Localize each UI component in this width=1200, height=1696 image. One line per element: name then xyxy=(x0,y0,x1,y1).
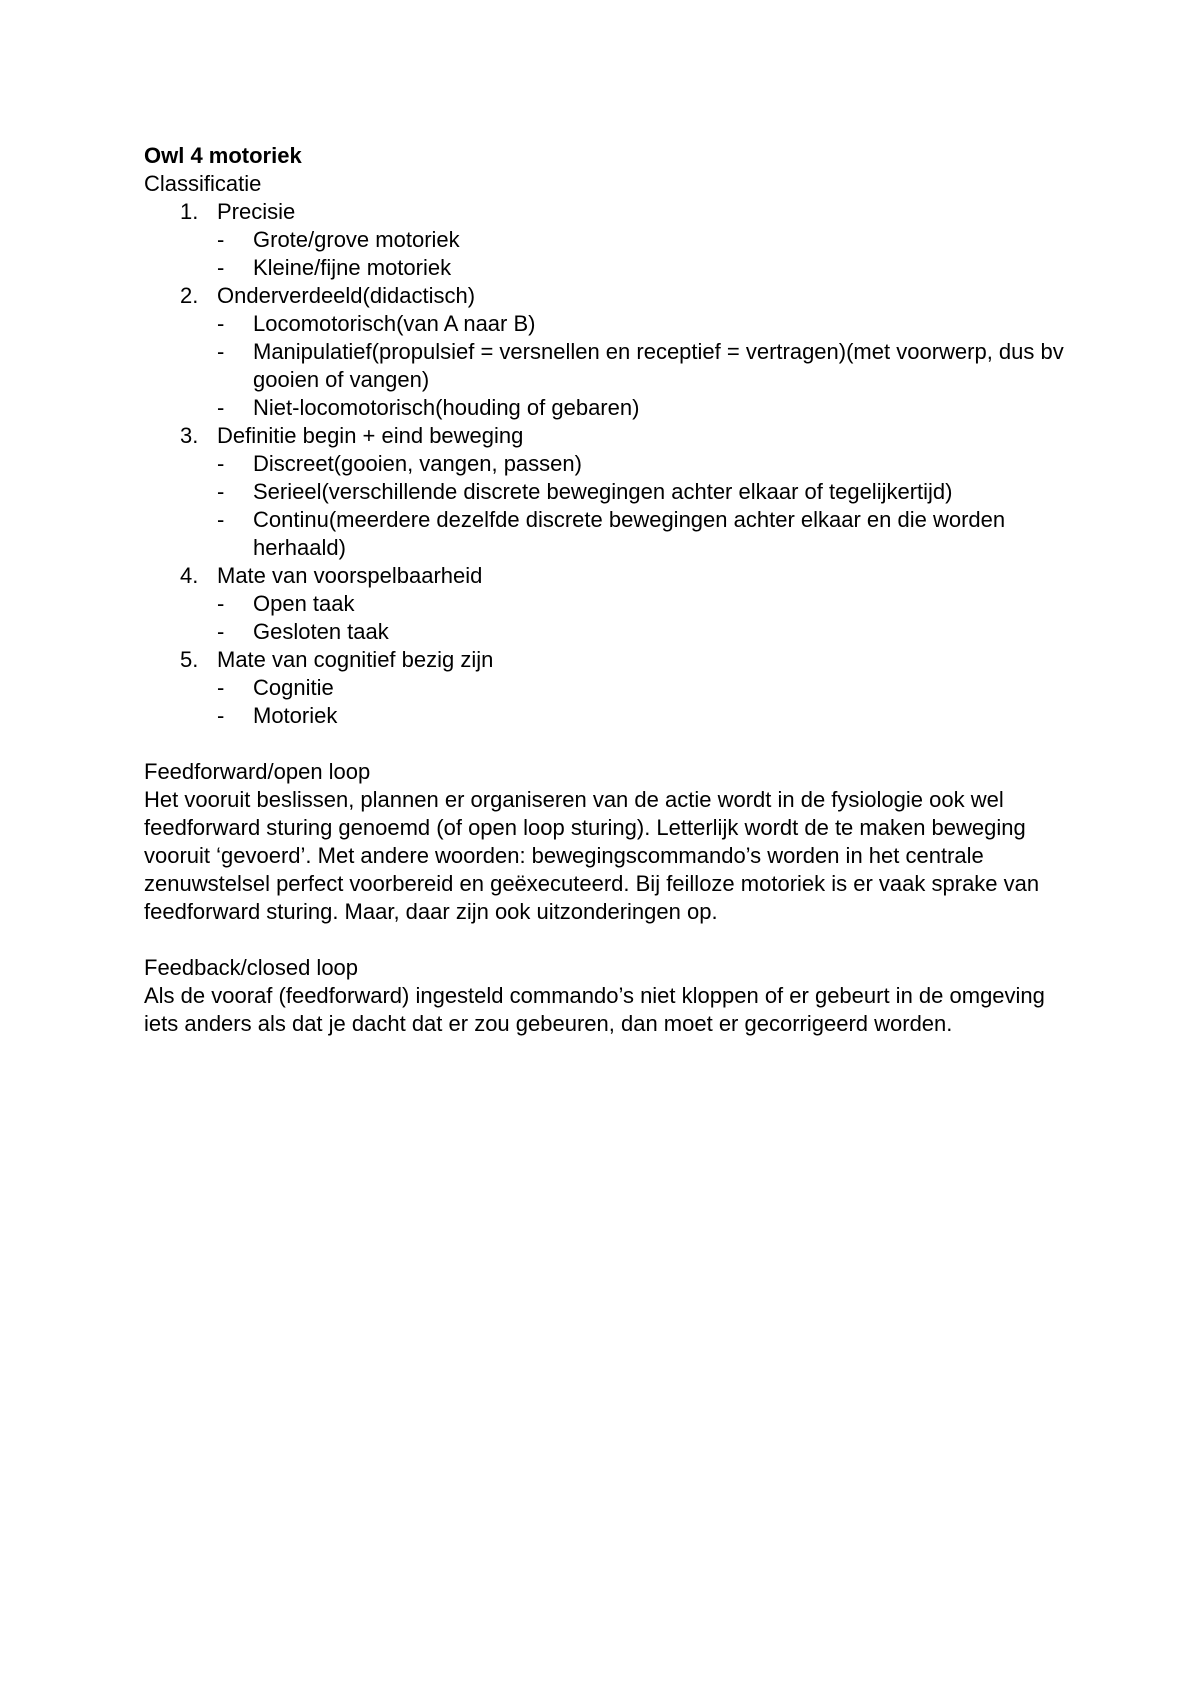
sub-item xyxy=(144,338,1064,394)
sub-item xyxy=(144,478,1064,506)
dash-bullet: - xyxy=(217,591,225,616)
section-heading: Classificatie xyxy=(144,171,262,196)
sub-item xyxy=(144,450,1064,478)
sub-item-text: Cognitie xyxy=(253,675,334,700)
list-number: 4. xyxy=(180,563,199,588)
document-page xyxy=(144,142,1064,1038)
list-item xyxy=(144,646,1064,730)
sub-item-text: Niet-locomotorisch(houding of gebaren) xyxy=(253,395,640,420)
sub-item xyxy=(144,394,1064,422)
dash-bullet: - xyxy=(217,675,225,700)
paragraph-spacer xyxy=(144,730,1064,758)
sub-item-text: Motoriek xyxy=(253,703,338,728)
sub-item xyxy=(144,254,1064,282)
sub-item-text: Open taak xyxy=(253,591,355,616)
dash-bullet: - xyxy=(217,311,225,336)
sub-item xyxy=(144,702,1064,730)
list-number: 1. xyxy=(180,199,199,224)
dash-bullet: - xyxy=(217,619,225,644)
sub-item-text: Grote/grove motoriek xyxy=(253,227,460,252)
sub-item-text: Serieel(verschillende discrete bewegingen achter elkaar of tegelijkertijd) xyxy=(253,479,953,504)
document-title: Owl 4 motoriek xyxy=(144,143,302,168)
sub-item xyxy=(144,674,1064,702)
list-item xyxy=(144,198,1064,282)
dash-bullet: - xyxy=(217,703,225,728)
list-item-text: Onderverdeeld(didactisch) xyxy=(217,283,476,308)
dash-bullet: - xyxy=(217,479,225,504)
sub-item-text: Discreet(gooien, vangen, passen) xyxy=(253,451,582,476)
sub-item xyxy=(144,310,1064,338)
sub-item xyxy=(144,226,1064,254)
dash-bullet: - xyxy=(217,507,225,532)
feedforward-heading: Feedforward/open loop xyxy=(144,759,371,784)
sub-item-text: Gesloten taak xyxy=(253,619,389,644)
sub-item-text: Continu(meerdere dezelfde discrete bewegingen achter elkaar en die worden herhaald) xyxy=(253,507,1006,560)
sub-item xyxy=(144,506,1064,562)
list-item xyxy=(144,562,1064,646)
feedback-heading: Feedback/closed loop xyxy=(144,955,359,980)
dash-bullet: - xyxy=(217,339,225,364)
sub-item xyxy=(144,618,1064,646)
list-item xyxy=(144,282,1064,422)
feedback-paragraph: Als de vooraf (feedforward) ingesteld commando’s niet kloppen of er gebeurt in de omgeving iets anders als dat je dacht dat er zou gebeuren, dan moet er gecorrigeerd worden. xyxy=(144,983,1045,1036)
feedforward-paragraph: Het vooruit beslissen, plannen er organiseren van de actie wordt in de fysiologie ook wel feedforward sturing genoemd (of open loop sturing). Letterlijk wordt de te maken beweging vooruit ‘gevoerd’. Met andere woorden: bewegingscommando’s worden in het centrale zenuwstelsel perfect voorbereid en geëxecuteerd. Bij feilloze motoriek is er vaak sprake van feedforward sturing. Maar, daar zijn ook uitzonderingen op. xyxy=(144,787,1040,924)
list-number: 5. xyxy=(180,647,199,672)
dash-bullet: - xyxy=(217,227,225,252)
list-number: 2. xyxy=(180,283,199,308)
list-item-text: Mate van cognitief bezig zijn xyxy=(217,647,494,672)
dash-bullet: - xyxy=(217,255,225,280)
classification-list xyxy=(144,198,1064,730)
dash-bullet: - xyxy=(217,395,225,420)
dash-bullet: - xyxy=(217,451,225,476)
list-item-text: Mate van voorspelbaarheid xyxy=(217,563,483,588)
list-item-text: Definitie begin + eind beweging xyxy=(217,423,524,448)
sub-item-text: Manipulatief(propulsief = versnellen en receptief = vertragen)(met voorwerp, dus bv gooien of vangen) xyxy=(253,339,1064,392)
list-number: 3. xyxy=(180,423,199,448)
sub-item-text: Locomotorisch(van A naar B) xyxy=(253,311,536,336)
list-item-text: Precisie xyxy=(217,199,296,224)
sub-item xyxy=(144,590,1064,618)
paragraph-spacer xyxy=(144,926,1064,954)
list-item xyxy=(144,422,1064,562)
sub-item-text: Kleine/fijne motoriek xyxy=(253,255,452,280)
